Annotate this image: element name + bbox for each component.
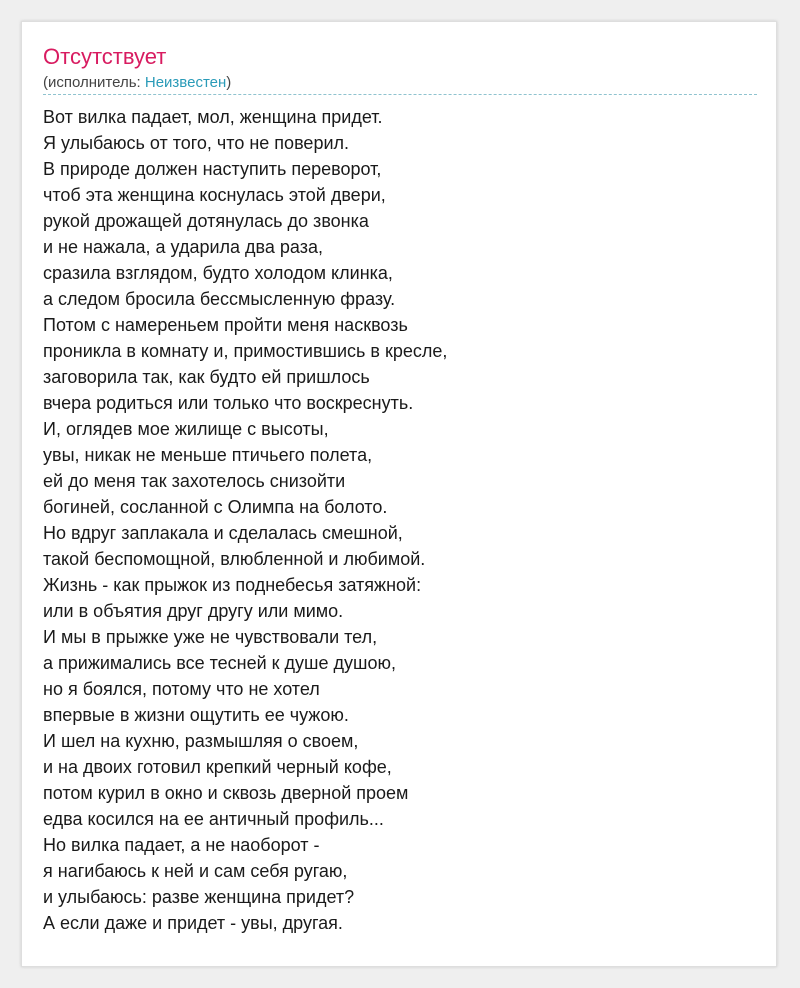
lyric-line: Но вилка падает, а не наоборот - xyxy=(43,835,320,855)
lyric-line: и не нажала, а ударила два раза, xyxy=(43,237,323,257)
lyric-line: заговорила так, как будто ей пришлось xyxy=(43,367,370,387)
lyric-line: вчера родиться или только что воскреснуть. xyxy=(43,393,414,413)
lyric-line: В природе должен наступить переворот, xyxy=(43,159,382,179)
lyric-line: богиней, сосланной с Олимпа на болото. xyxy=(43,497,388,517)
lyric-line: Вот вилка падает, мол, женщина придет. xyxy=(43,107,383,127)
song-title: Отсутствует xyxy=(43,44,167,69)
lyric-line: и на двоих готовил крепкий черный кофе, xyxy=(43,757,392,777)
lyric-line: сразила взглядом, будто холодом клинка, xyxy=(43,263,393,283)
lyric-line: потом курил в окно и сквозь дверной проем xyxy=(43,783,409,803)
lyric-line: рукой дрожащей дотянулась до звонка xyxy=(43,211,369,231)
lyric-line: я нагибаюсь к ней и сам себя ругаю, xyxy=(43,861,348,881)
lyric-line: впервые в жизни ощутить ее чужою. xyxy=(43,705,349,725)
artist-suffix: ) xyxy=(226,74,232,91)
lyric-line: такой беспомощной, влюбленной и любимой. xyxy=(43,549,426,569)
lyric-line: ей до меня так захотелось снизойти xyxy=(43,471,346,491)
lyric-line: чтоб эта женщина коснулась этой двери, xyxy=(43,185,386,205)
artist-link[interactable]: Неизвестен xyxy=(144,74,227,91)
artist-prefix: (исполнитель: xyxy=(43,74,145,91)
lyric-line: Потом с намереньем пройти меня насквозь xyxy=(43,315,408,335)
lyric-line: А если даже и придет - увы, другая. xyxy=(43,913,343,933)
lyric-line: а прижимались все тесней к душе душою, xyxy=(43,653,396,673)
artist-line xyxy=(43,74,231,92)
lyric-line: Но вдруг заплакала и сделалась смешной, xyxy=(43,523,403,543)
lyric-line: но я боялся, потому что не хотел xyxy=(43,679,320,699)
lyric-line: проникла в комнату и, примостившись в кресле, xyxy=(43,341,448,361)
lyrics-text xyxy=(43,104,757,936)
lyric-line: Я улыбаюсь от того, что не поверил. xyxy=(43,133,350,153)
lyric-line: И, оглядев мое жилище с высоты, xyxy=(43,419,329,439)
lyric-line: или в объятия друг другу или мимо. xyxy=(43,601,344,621)
lyric-line: едва косился на ее античный профиль... xyxy=(43,809,384,829)
lyric-line: Жизнь - как прыжок из поднебесья затяжной: xyxy=(43,575,422,595)
lyric-line: И шел на кухню, размышляя о своем, xyxy=(43,731,359,751)
lyric-line: и улыбаюсь: разве женщина придет? xyxy=(43,887,355,907)
lyric-line: И мы в прыжке уже не чувствовали тел, xyxy=(43,627,378,647)
lyric-line: увы, никак не меньше птичьего полета, xyxy=(43,445,373,465)
lyrics-card xyxy=(21,21,777,967)
title-divider xyxy=(43,94,757,95)
lyric-line: а следом бросила бессмысленную фразу. xyxy=(43,289,396,309)
